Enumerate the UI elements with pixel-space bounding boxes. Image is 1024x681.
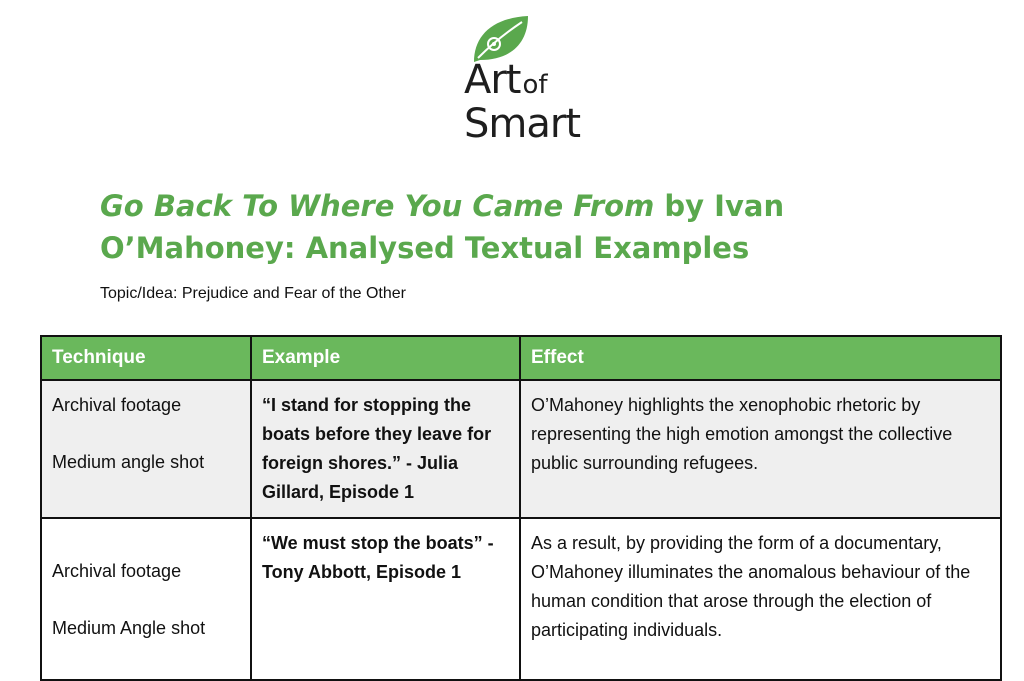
title-rest: by Ivan O’Mahoney: Analysed Textual Examples [100, 189, 785, 265]
technique-item: Medium angle shot [52, 452, 205, 472]
logo-wordmark [464, 57, 580, 147]
logo-smart-text: Smart [464, 101, 580, 147]
table-row [41, 518, 1001, 680]
table-row [41, 380, 1001, 518]
header-technique: Technique [41, 336, 251, 380]
header-example: Example [251, 336, 520, 380]
topic-line: Topic/Idea: Prejudice and Fear of the Other [100, 285, 406, 302]
example-cell: “I stand for stopping the boats before they leave for foreign shores.” - Julia Gillard, Episode 1 [251, 380, 520, 518]
header-effect: Effect [520, 336, 1001, 380]
effect-cell: As a result, by providing the form of a documentary, O’Mahoney illuminates the anomalous behaviour of the human condition that arose through the election of participating individuals. [520, 518, 1001, 680]
page-title [100, 185, 860, 269]
technique-item: Archival footage [52, 395, 182, 415]
example-cell: “We must stop the boats” - Tony Abbott, Episode 1 [251, 518, 520, 680]
effect-cell: O’Mahoney highlights the xenophobic rhetoric by representing the high emotion amongst the collective public surrounding refugees. [520, 380, 1001, 518]
technique-cell [41, 380, 251, 518]
logo-of-text: of [522, 70, 548, 100]
analysis-table [40, 335, 1002, 681]
technique-item: Archival footage [52, 561, 182, 581]
title-work-name: Go Back To Where You Came From [100, 189, 655, 223]
technique-cell [41, 518, 251, 680]
table-header-row [41, 336, 1001, 380]
brand-logo [460, 14, 590, 147]
technique-item: Medium Angle shot [52, 618, 206, 638]
logo-art-text: Art [464, 57, 521, 103]
